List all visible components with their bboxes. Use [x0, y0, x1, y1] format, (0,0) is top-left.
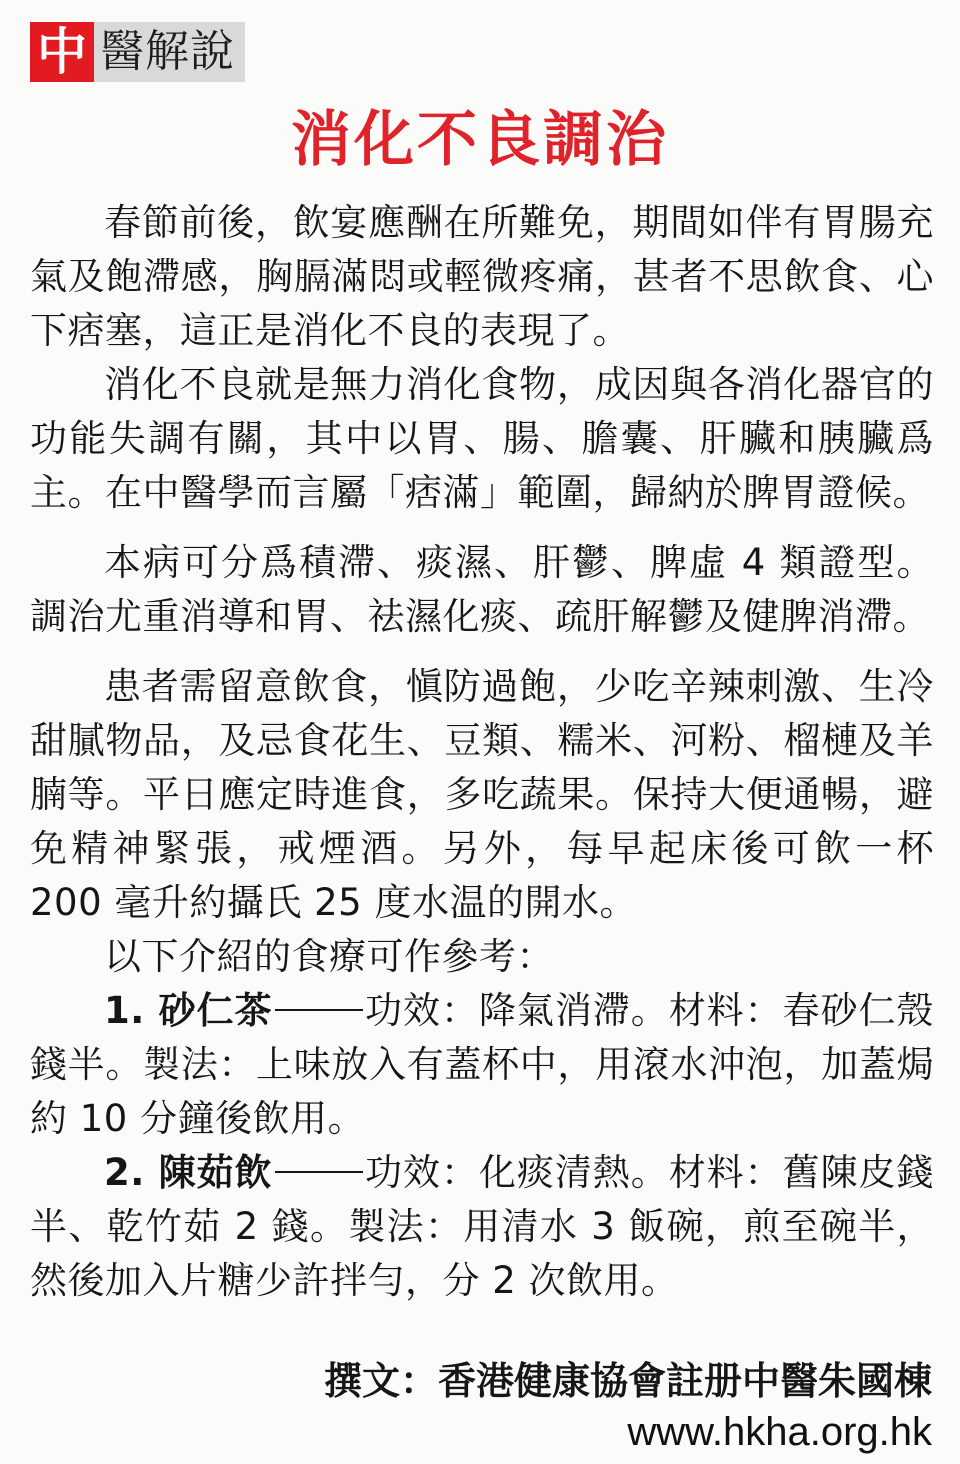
paragraph-advice: 患者需留意飲食，愼防過飽，少吃辛辣刺激、生冷甜膩物品，及忌食花生、豆類、糯米、河粉、榴槤及羊腩等。平日應定時進食，多吃蔬果。保持大便通暢，避免精神緊張，戒煙酒。另外，每早起床後可飲一杯 200 毫升約攝氏 25 度水温的開水。	[30, 665, 934, 924]
section-tag-label: 醫解說	[94, 22, 245, 82]
website-address: www.hkha.org.hk	[627, 1410, 932, 1454]
paragraph-intro: 春節前後，飲宴應酬在所難免，期間如伴有胃腸充氣及飽滯感，胸膈滿悶或輕微疼痛，甚者不思飲食、心下痞塞，這正是消化不良的表現了。	[30, 201, 934, 352]
recipe-item	[30, 984, 934, 1146]
recipe-text: 功效：降氣消滯。材料：春砂仁殼錢半。製法：上味放入有蓋杯中，用滾水沖泡，加蓋焗約 10 分鐘後飲用。	[30, 989, 935, 1140]
em-dash-rule	[275, 1171, 363, 1173]
paragraph-types: 本病可分爲積滯、痰濕、肝鬱、脾虛 4 類證型。調治尤重消導和胃、祛濕化痰、疏肝解鬱及健脾消滯。	[30, 541, 934, 638]
section-tag-mark: 中	[30, 22, 94, 82]
em-dash-rule	[275, 1009, 363, 1011]
recipe-text: 功效：化痰清熱。材料：舊陳皮錢半、乾竹茹 2 錢。製法：用清水 3 飯碗，煎至碗半，然後加入片糖少許拌勻，分 2 次飲用。	[30, 1151, 935, 1302]
author-byline: 撰文：香港健康協會註册中醫朱國棟	[323, 1359, 932, 1403]
recipe-name: 1. 砂仁茶	[104, 989, 273, 1032]
paragraph-causes: 消化不良就是無力消化食物，成因與各消化器官的功能失調有關，其中以胃、腸、膽囊、肝臟和胰臟爲主。在中醫學而言屬「痞滿」範圍，歸納於脾胃證候。	[30, 363, 934, 514]
paragraph-recipes-intro: 以下介紹的食療可作參考：	[104, 935, 554, 978]
article-body	[30, 196, 934, 1308]
recipe-name: 2. 陳茹飲	[104, 1151, 273, 1194]
recipe-item	[30, 1146, 934, 1308]
section-tag	[30, 22, 245, 82]
article-headline: 消化不良調治	[291, 105, 669, 175]
